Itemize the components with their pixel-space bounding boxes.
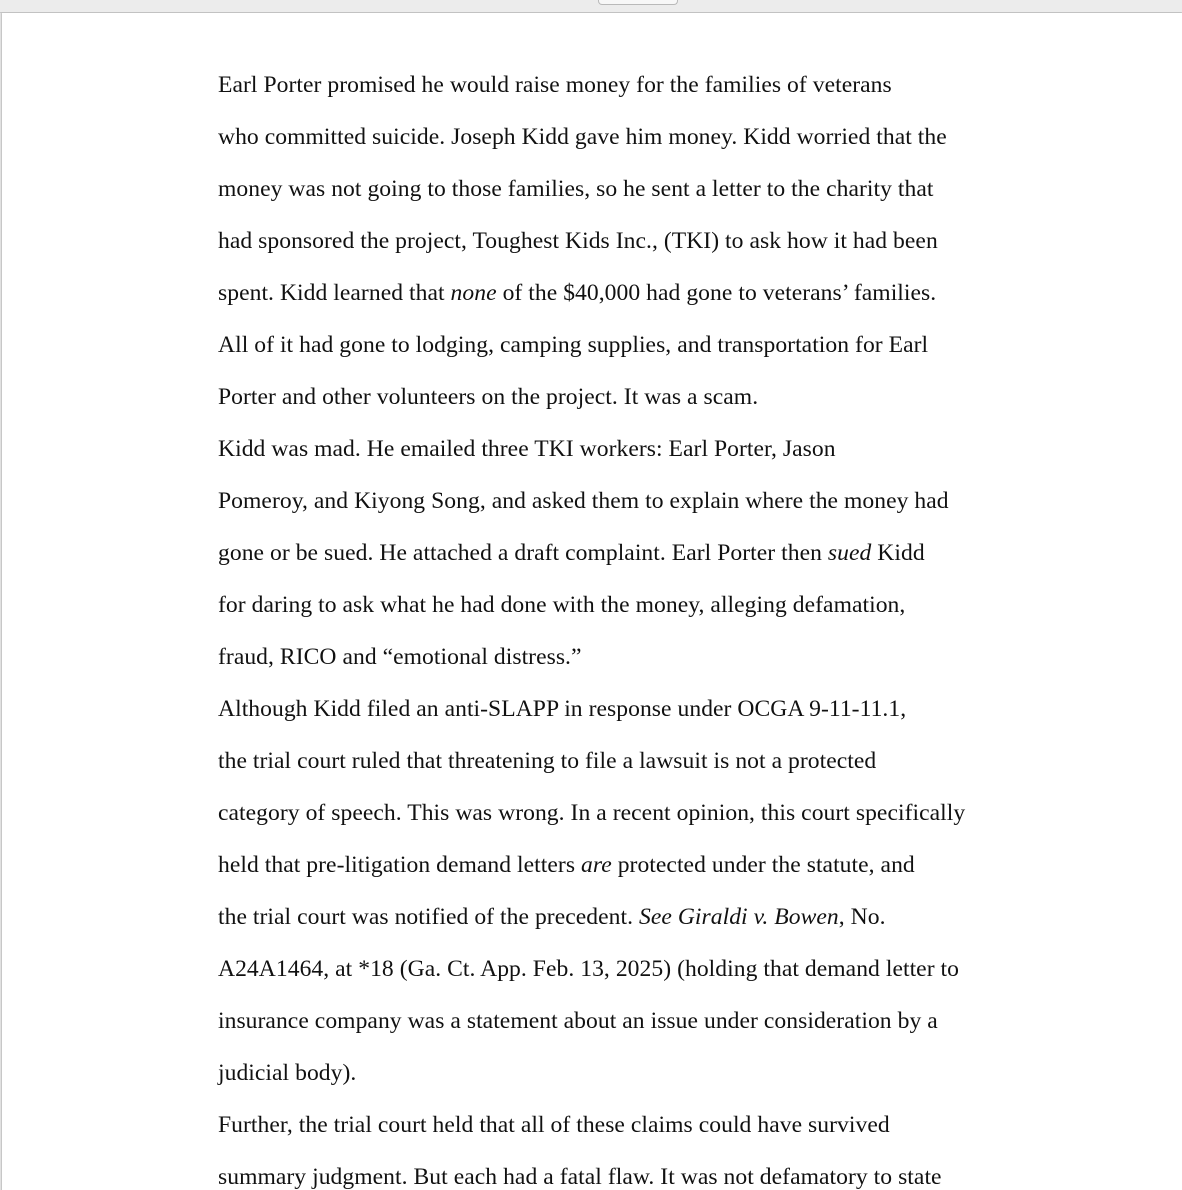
text-line: All of it had gone to lodging, camping supplies, and transportation for Earl: [218, 332, 929, 358]
text-line: spent. Kidd learned that none of the $40,000 had gone to veterans’ families.: [218, 280, 937, 306]
text-line: Kidd was mad. He emailed three TKI workers: Earl Porter, Jason: [218, 436, 836, 462]
text-line: the trial court was notified of the precedent. See Giraldi v. Bowen, No.: [218, 904, 886, 930]
text-line: had sponsored the project, Toughest Kids Inc., (TKI) to ask how it had been: [218, 228, 938, 254]
page-body-text: [146, 59, 1086, 1190]
paragraph-4: [146, 1099, 1086, 1190]
text-line: fraud, RICO and “emotional distress.”: [218, 644, 582, 670]
case-citation: See Giraldi v. Bowen: [638, 904, 839, 930]
text-line: Earl Porter promised he would raise money for the families of veterans: [218, 72, 892, 98]
viewer-toolbar: [0, 0, 1182, 13]
text-line: Although Kidd filed an anti-SLAPP in response under OCGA 9-11-11.1,: [218, 696, 907, 722]
emphasis-text: are: [581, 852, 612, 878]
text-line: A24A1464, at *18 (Ga. Ct. App. Feb. 13, 2025) (holding that demand letter to: [218, 956, 959, 982]
paragraph-1: [146, 59, 1086, 423]
emphasis-text: sued: [827, 540, 872, 566]
text-line: judicial body).: [218, 1060, 357, 1086]
paragraph-3: [146, 683, 1086, 1099]
text-line: Porter and other volunteers on the project. It was a scam.: [218, 384, 759, 410]
text-line: the trial court ruled that threatening to file a lawsuit is not a protected: [218, 748, 877, 774]
text-line: category of speech. This was wrong. In a recent opinion, this court specifically: [218, 800, 966, 826]
text-line: Further, the trial court held that all of these claims could have survived: [218, 1112, 890, 1138]
text-line: Pomeroy, and Kiyong Song, and asked them to explain where the money had: [218, 488, 949, 514]
text-line: who committed suicide. Joseph Kidd gave him money. Kidd worried that the: [218, 124, 947, 150]
text-line: for daring to ask what he had done with the money, alleging defamation,: [218, 592, 906, 618]
toolbar-tab-handle[interactable]: [598, 0, 678, 5]
paragraph-2: [146, 423, 1086, 683]
emphasis-text: none: [450, 280, 497, 306]
text-line: summary judgment. But each had a fatal flaw. It was not defamatory to state: [218, 1164, 942, 1190]
text-line: money was not going to those families, so he sent a letter to the charity that: [218, 176, 934, 202]
text-line: insurance company was a statement about an issue under consideration by a: [218, 1008, 938, 1034]
document-page: [2, 13, 1182, 1190]
text-line: gone or be sued. He attached a draft complaint. Earl Porter then sued Kidd: [218, 540, 925, 566]
text-line: held that pre-litigation demand letters are protected under the statute, and: [218, 852, 915, 878]
